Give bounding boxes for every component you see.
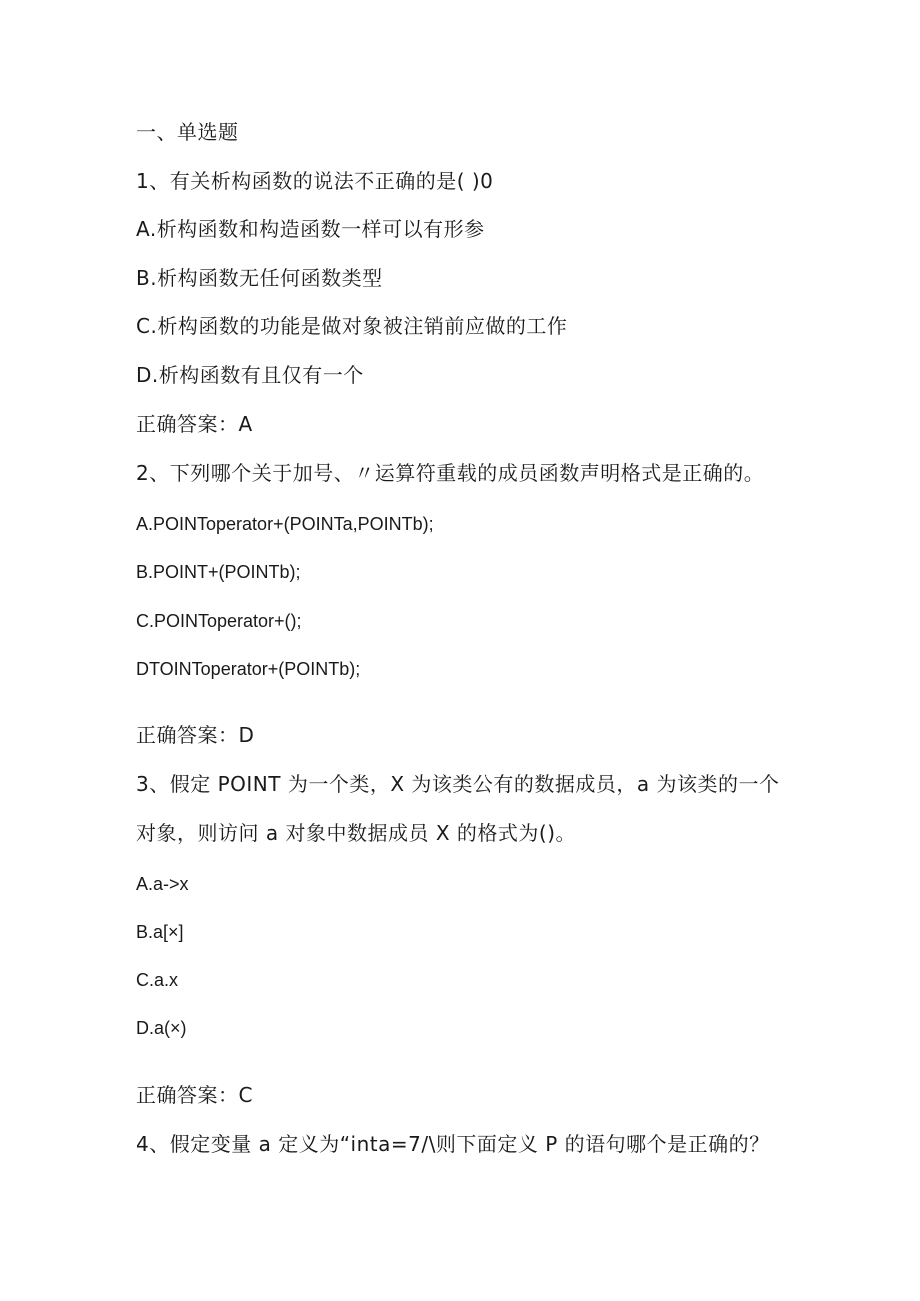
question-3-stem-line-2: 对象，则访问 a 对象中数据成员 X 的格式为()。 [136,821,576,845]
question-2-option-d: DTOINToperator+(POINTb); [136,659,361,679]
question-1-answer: 正确答案：A [136,412,253,436]
question-2-option-a: A.POINToperator+(POINTa,POINTb); [136,514,434,534]
question-3-answer: 正确答案：C [136,1083,253,1107]
question-3-option-c: C.a.x [136,970,179,990]
question-4-stem: 4、假定变量 a 定义为“inta=7/\则下面定义 P 的语句哪个是正确的？ [136,1132,770,1156]
question-2-option-c: C.POINToperator+(); [136,611,302,631]
question-2-option-b: B.POINT+(POINTb); [136,562,301,582]
question-2-stem: 2、下列哪个关于加号、〃运算符重载的成员函数声明格式是正确的。 [136,461,765,485]
question-2-answer: 正确答案：D [136,723,255,747]
question-3-option-b: B.a[×] [136,922,184,942]
question-3-option-a: A.a->x [136,874,189,894]
question-1-stem: 1、有关析构函数的说法不正确的是( )0 [136,169,494,193]
question-1-option-c: C.析构函数的功能是做对象被注销前应做的工作 [136,314,568,338]
question-3-stem-line-1: 3、假定 POINT 为一个类，X 为该类公有的数据成员，a 为该类的一个 [136,772,780,796]
question-3-option-d: D.a(×) [136,1018,187,1038]
question-1-option-d: D.析构函数有且仅有一个 [136,363,364,387]
question-1-option-a: A.析构函数和构造函数一样可以有形参 [136,217,485,241]
section-title: 一、单选题 [136,120,239,144]
question-1-option-b: B.析构函数无任何函数类型 [136,266,383,290]
